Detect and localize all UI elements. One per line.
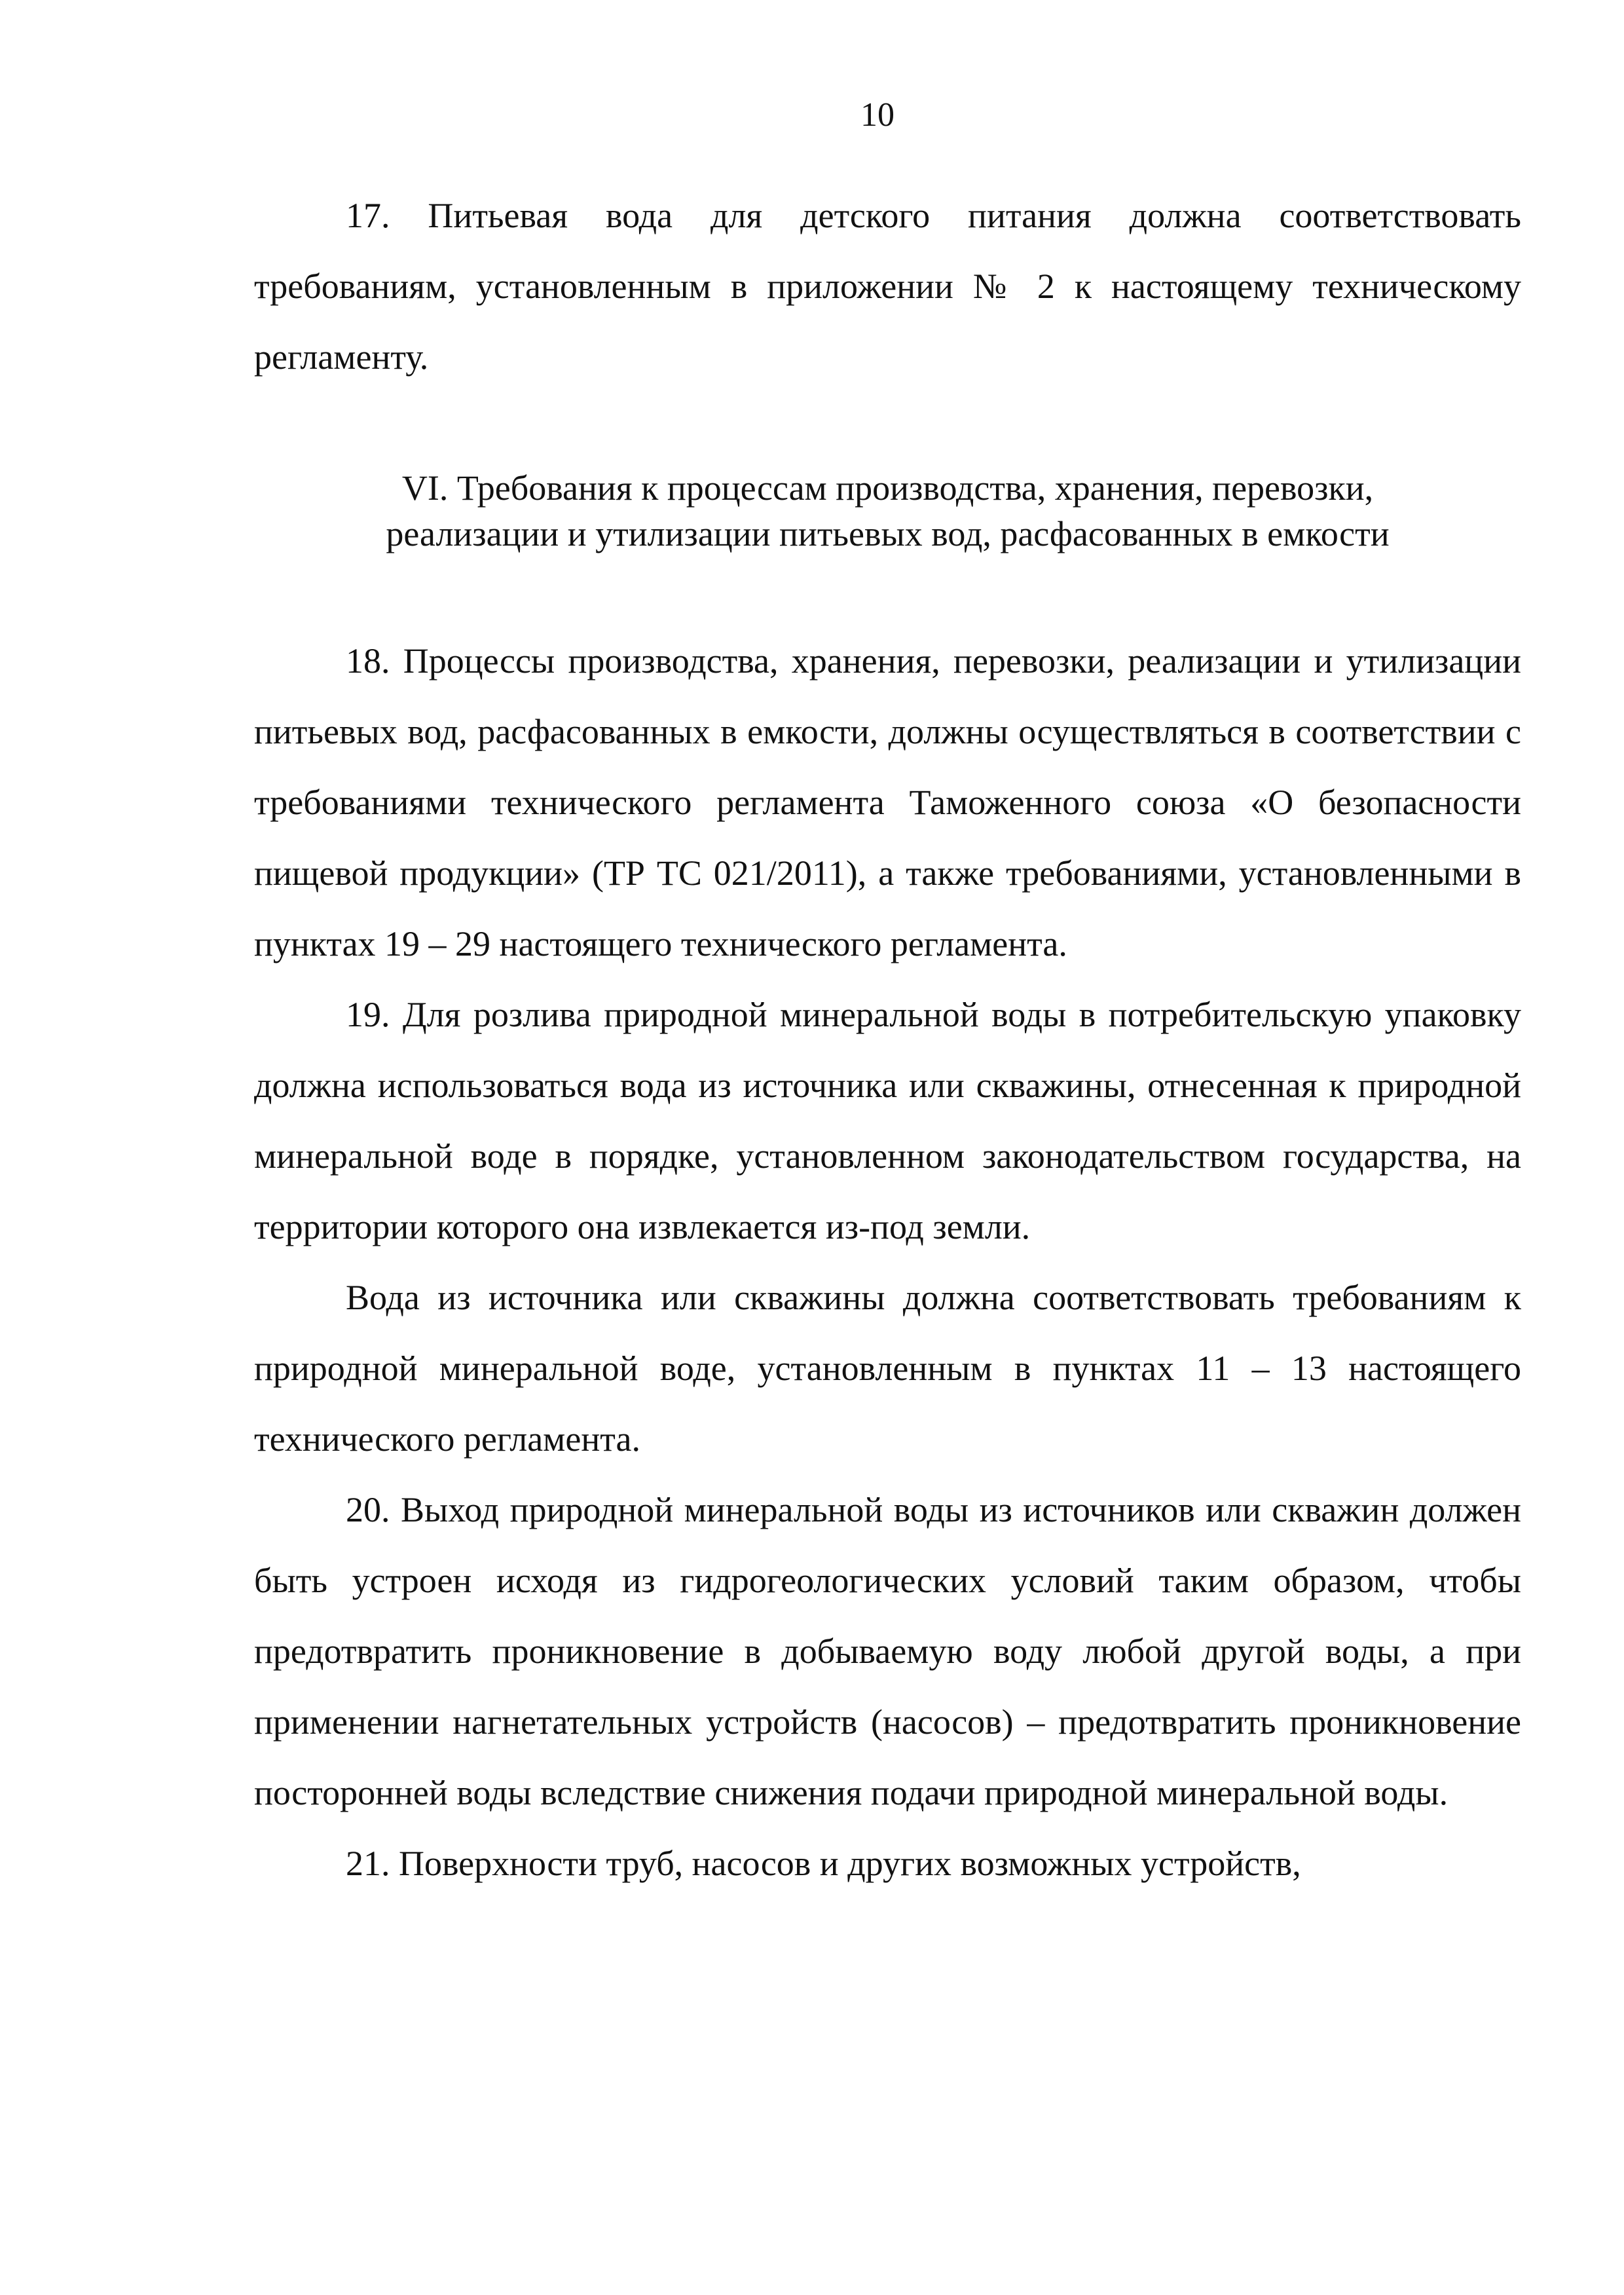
paragraph-19: 19. Для розлива природной минеральной воды в потребительскую упаковку должна использоваться вода из источника или скважины, отнесенная к природной минеральной воде в порядке, установленном законодательством государства, на территории которого она извлекается из-под земли.	[254, 995, 1521, 1246]
section-heading-line-2: реализации и утилизации питьевых вод, расфасованных в емкости	[386, 514, 1390, 553]
paragraph-20: 20. Выход природной минеральной воды из источников или скважин должен быть устроен исходя из гидрогеологических условий таким образом, чтобы предотвратить проникновение в добываемую воду любой другой воды, а при применении нагнетательных устройств (насосов) – предотвратить проникновение посторонней воды вследствие снижения подачи природной минеральной воды.	[254, 1490, 1521, 1812]
paragraph-18: 18. Процессы производства, хранения, перевозки, реализации и утилизации питьевых вод, расфасованных в емкости, должны осуществляться в соответствии с требованиями технического регламента Таможенного союза «О безопасности пищевой продукции» (ТР ТС 021/2011), а также требованиями, установленными в пунктах 19 – 29 настоящего технического регламента.	[254, 641, 1521, 963]
paragraph-21: 21. Поверхности труб, насосов и других возможных устройств,	[346, 1844, 1301, 1883]
paragraph-17: 17. Питьевая вода для детского питания должна соответствовать требованиям, установленным в приложении № 2 к настоящему техническому регламенту.	[254, 196, 1521, 377]
page-number: 10	[860, 96, 895, 134]
section-vi-body	[254, 625, 1521, 1899]
paragraph-19-continuation: Вода из источника или скважины должна соответствовать требованиям к природной минеральной воде, установленным в пунктах 11 – 13 настоящего технического регламента.	[254, 1278, 1521, 1459]
section-v-end	[254, 180, 1521, 392]
section-heading-vi	[254, 465, 1521, 557]
section-heading-line-1: VI. Требования к процессам производства, хранения, перевозки,	[401, 468, 1374, 508]
